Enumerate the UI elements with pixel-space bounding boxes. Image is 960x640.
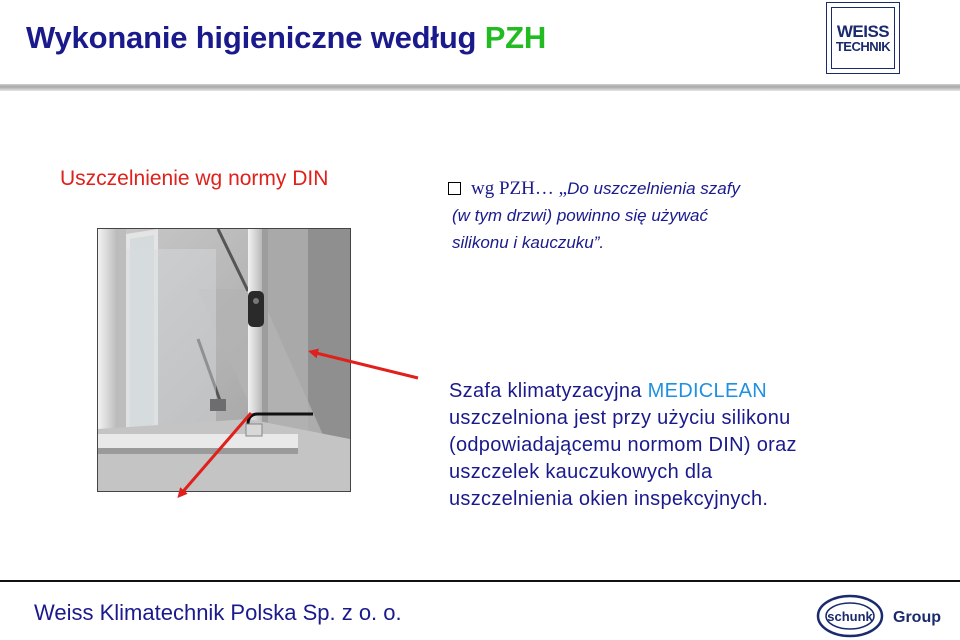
description-line-2: uszczelniona jest przy użyciu silikonu [449,407,791,429]
cabinet-window-photo [97,228,351,492]
footer-divider [0,580,960,582]
bullet-line-2: (w tym drzwi) powinno się używać [452,206,709,225]
logo-line-1: WEISS [836,21,890,41]
page-title [26,20,546,56]
schunk-logo-brand: schunk [827,609,873,624]
bullet-line-1: Do uszczelnienia szafy [567,179,740,198]
bullet-note [452,175,922,256]
description-line-3: (odpowiadającemu normom DIN) oraz [449,434,797,456]
title-highlight: PZH [484,20,547,55]
product-name: MEDICLEAN [647,380,767,402]
schunk-group-logo [814,594,954,638]
schunk-logo-word: Group [893,609,941,626]
logo-line-2: TECHNIK [835,38,891,54]
description [449,378,889,513]
description-pre: Szafa klimatyzacyjna [449,380,648,402]
description-line-1 [449,378,889,405]
weiss-technik-logo [826,2,900,74]
footer-company: Weiss Klimatechnik Polska Sp. z o. o. [34,600,402,625]
bullet-lead: wg PZH… „ [471,178,568,199]
header-divider [0,84,960,91]
bullet-line-3: silikonu i kauczuku”. [452,233,605,252]
section-subtitle: Uszczelnienie wg normy DIN [60,167,329,190]
title-main: Wykonanie higieniczne według [26,20,485,55]
checkbox-bullet-icon [448,182,461,195]
description-line-5: uszczelnienia okien inspekcyjnych. [449,488,769,510]
description-line-4: uszczelek kauczukowych dla [449,461,713,483]
